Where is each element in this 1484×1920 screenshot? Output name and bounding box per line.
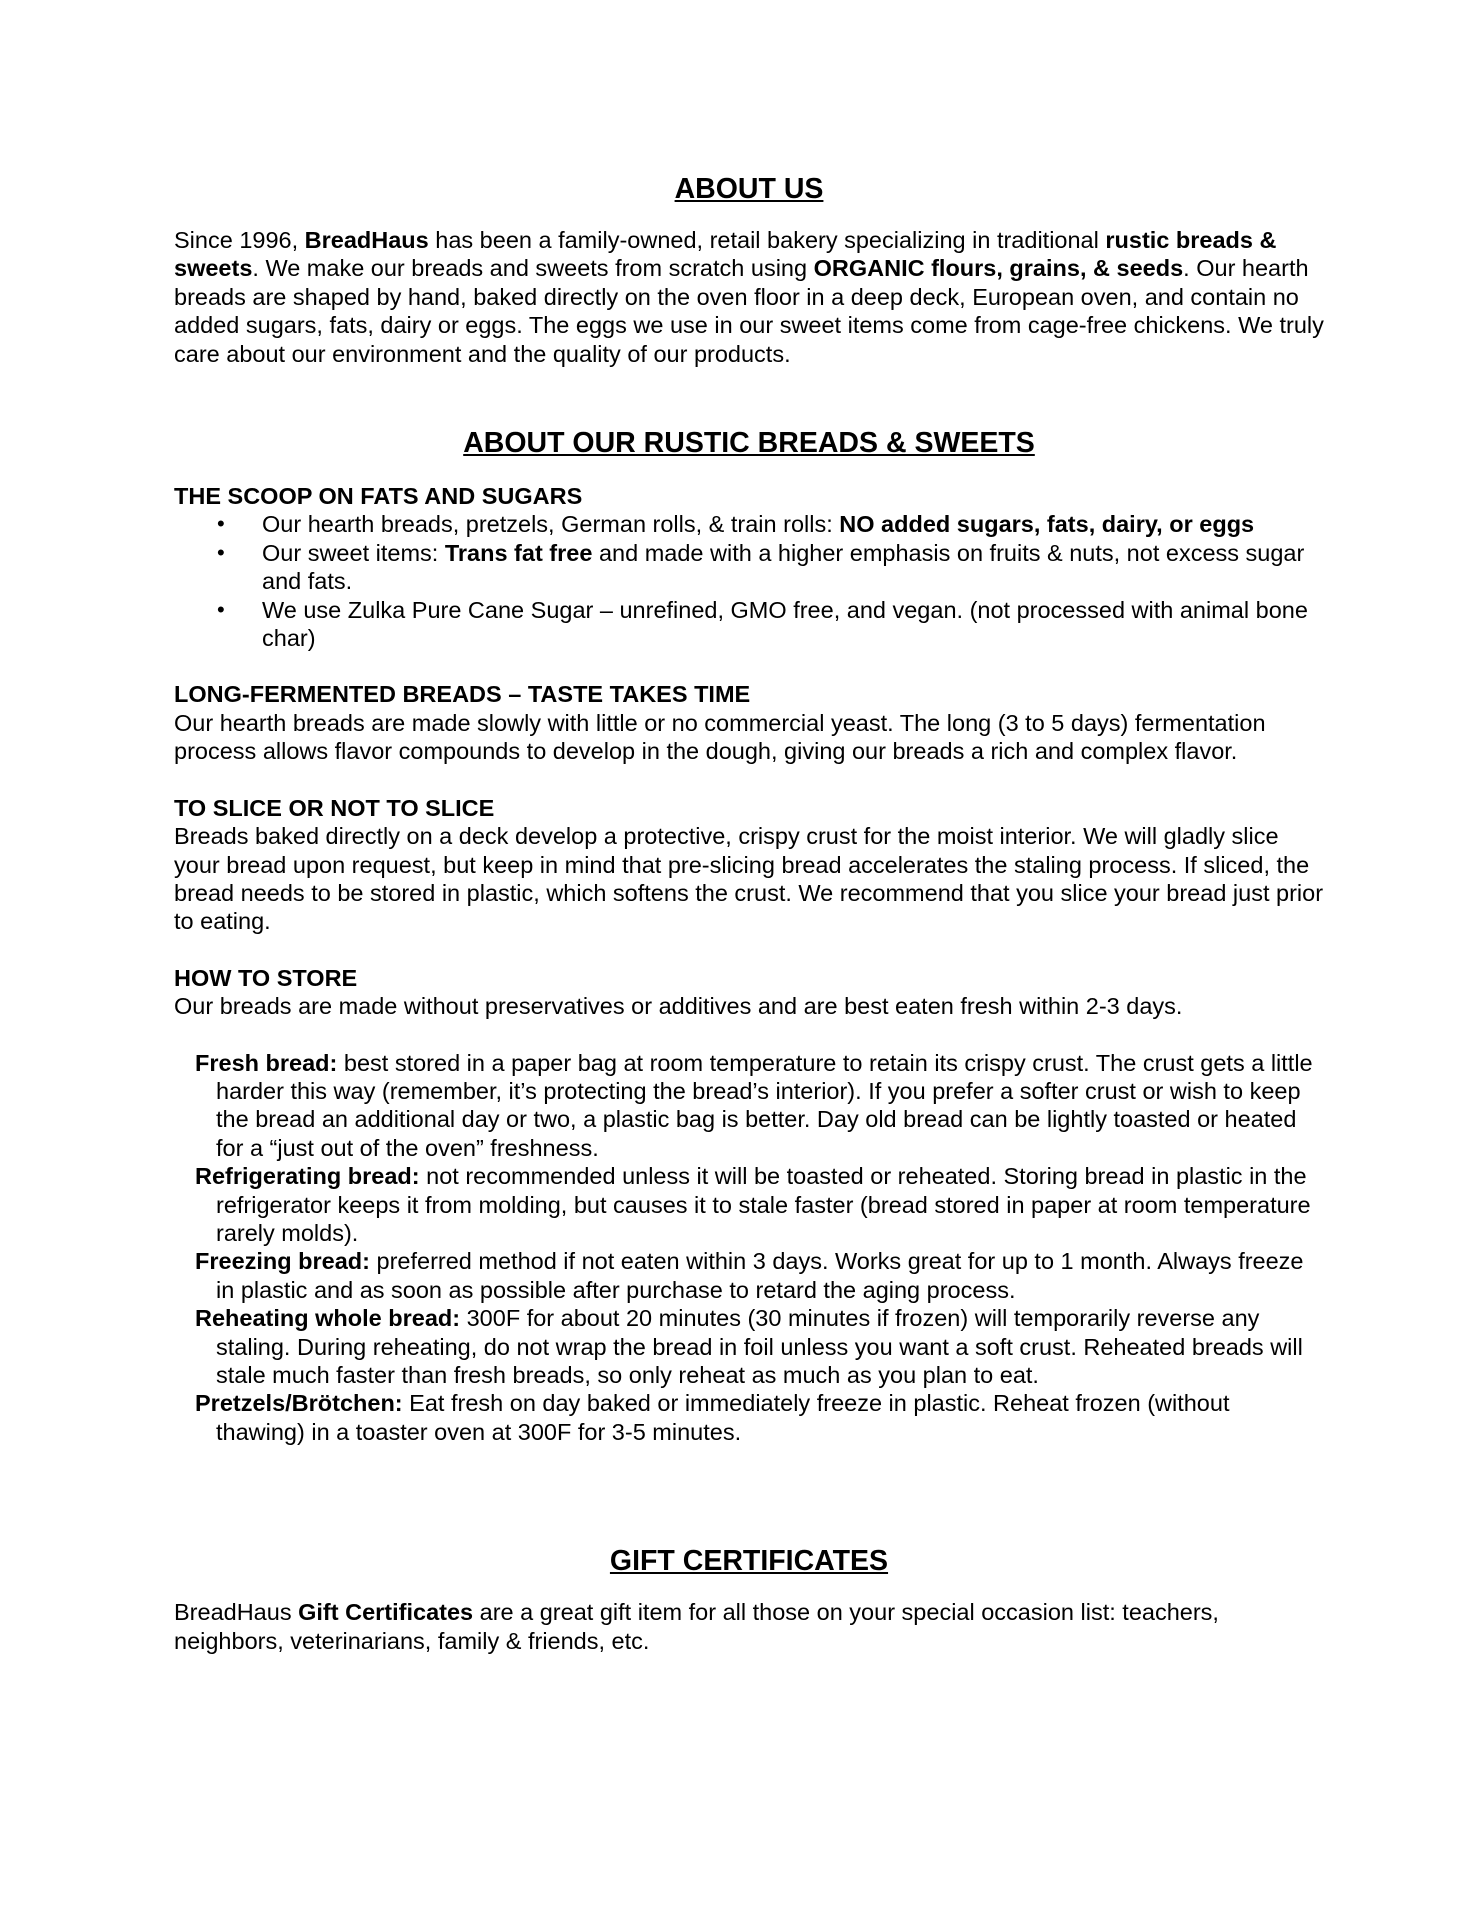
- storage-tip-label: Pretzels/Brötchen:: [195, 1390, 403, 1417]
- storage-tip-text: best stored in a paper bag at room temperature to retain its crispy crust. The crust gets a little harder this way (remember, it’s protecting the bread’s interior). If you prefer a softer crust or wish to keep the bread an additional day or two, a plastic bag is better. Day old bread can be lightly toasted or heated for a “just out of the oven” freshness.: [216, 1049, 1313, 1161]
- fats-sugars-subheading: THE SCOOP ON FATS AND SUGARS: [174, 483, 583, 510]
- storage-tip-text: not recommended unless it will be toasted or reheated. Storing bread in plastic in the refrigerator keeps it from molding, but causes it to stale faster (bread stored in paper at room temperature rarely molds).: [216, 1163, 1311, 1246]
- about-text-3: . We make our breads and sweets from scratch using: [252, 255, 814, 282]
- bullet-icon: •: [217, 539, 225, 565]
- list-item: [174, 510, 1324, 538]
- bullet-icon: •: [217, 596, 225, 622]
- fats-sugars-list: [174, 510, 1324, 652]
- list-item: [174, 1247, 1324, 1304]
- document-content: [174, 172, 1324, 1655]
- list-item: [174, 1162, 1324, 1247]
- about-text-4: . Our hearth breads are shaped by hand, baked directly on the oven floor in a deep deck, European oven, and contain no added sugars, fats, dairy or eggs. The eggs we use in our sweet items come from cage-free chickens. We truly care about our environment and the quality of our products.: [174, 255, 1324, 367]
- bullet-3-text: We use Zulka Pure Cane Sugar – unrefined, GMO free, and vegan. (not processed with animal bone char): [262, 596, 1308, 652]
- slice-paragraph: Breads baked directly on a deck develop a protective, crispy crust for the moist interior. We will gladly slice your bread upon request, but keep in mind that pre-slicing bread accelerates the staling process. If sliced, the bread needs to be stored in plastic, which softens the crust. We recommend that you slice your bread just prior to eating.: [174, 823, 1324, 935]
- rustic-breads-heading: ABOUT OUR RUSTIC BREADS & SWEETS: [463, 427, 1035, 460]
- storage-tip-text: 300F for about 20 minutes (30 minutes if frozen) will temporarily reverse any staling. During reheating, do not wrap the bread in foil unless you want a soft crust. Reheated breads will stale much faster than fresh breads, so only reheat as much as you plan to eat.: [216, 1305, 1303, 1388]
- storage-tips-list: [174, 1049, 1324, 1447]
- storage-tip-label: Reheating whole bread:: [195, 1305, 461, 1332]
- bullet-2-text-end: and made with a higher emphasis on fruits & nuts, not excess sugar and fats.: [262, 539, 1305, 595]
- slice-subheading: TO SLICE OR NOT TO SLICE: [174, 794, 495, 821]
- bullet-2-text: Our sweet items:: [262, 539, 445, 566]
- bullet-1-emphasis: NO added sugars, fats, dairy, or eggs: [839, 511, 1255, 538]
- long-fermented-paragraph: Our hearth breads are made slowly with little or no commercial yeast. The long (3 to 5 days) fermentation process allows flavor compounds to develop in the dough, giving our breads a rich and complex flavor.: [174, 709, 1266, 765]
- list-item: [174, 539, 1324, 596]
- storage-tip-label: Refrigerating bread:: [195, 1163, 420, 1190]
- list-item: [174, 1389, 1324, 1446]
- about-us-heading: ABOUT US: [674, 173, 824, 205]
- long-fermented-subheading: LONG-FERMENTED BREADS – TASTE TAKES TIME: [174, 681, 751, 708]
- storage-tip-label: Fresh bread:: [195, 1049, 338, 1076]
- organic-emphasis: ORGANIC flours, grains, & seeds: [813, 255, 1184, 282]
- storage-tip-text: preferred method if not eaten within 3 days. Works great for up to 1 month. Always freeze in plastic and as soon as possible after purchase to retard the aging process.: [216, 1248, 1304, 1303]
- gift-text-1: BreadHaus: [174, 1599, 299, 1626]
- about-us-paragraph: [174, 226, 1324, 368]
- storage-tip-label: Freezing bread:: [195, 1248, 370, 1275]
- list-item: [174, 1049, 1324, 1163]
- list-item: [174, 596, 1324, 653]
- how-to-store-intro: Our breads are made without preservatives or additives and are best eaten fresh within 2-3 days.: [174, 993, 1183, 1020]
- brand-name: BreadHaus: [304, 227, 429, 253]
- list-item: [174, 1304, 1324, 1389]
- about-text-2: has been a family-owned, retail bakery specializing in traditional: [428, 227, 1106, 253]
- storage-tip-text: Eat fresh on day baked or immediately freeze in plastic. Reheat frozen (without thawing) in a toaster oven at 300F for 3-5 minutes.: [216, 1390, 1230, 1445]
- gift-text-2: are a great gift item for all those on your special occasion list: teachers, neighbors, veterinarians, family & friends, etc.: [174, 1599, 1219, 1654]
- rustic-breads-emphasis: rustic breads & sweets: [174, 227, 1277, 282]
- gift-certificates-paragraph: [174, 1598, 1324, 1655]
- bullet-2-emphasis: Trans fat free: [444, 539, 593, 566]
- bullet-icon: •: [217, 511, 225, 537]
- about-text-1: Since 1996,: [174, 227, 305, 253]
- gift-certificates-emphasis: Gift Certificates: [298, 1599, 474, 1626]
- how-to-store-subheading: HOW TO STORE: [174, 964, 358, 991]
- gift-certificates-heading: GIFT CERTIFICATES: [609, 1545, 889, 1578]
- bullet-1-text: Our hearth breads, pretzels, German rolls, & train rolls:: [262, 511, 840, 538]
